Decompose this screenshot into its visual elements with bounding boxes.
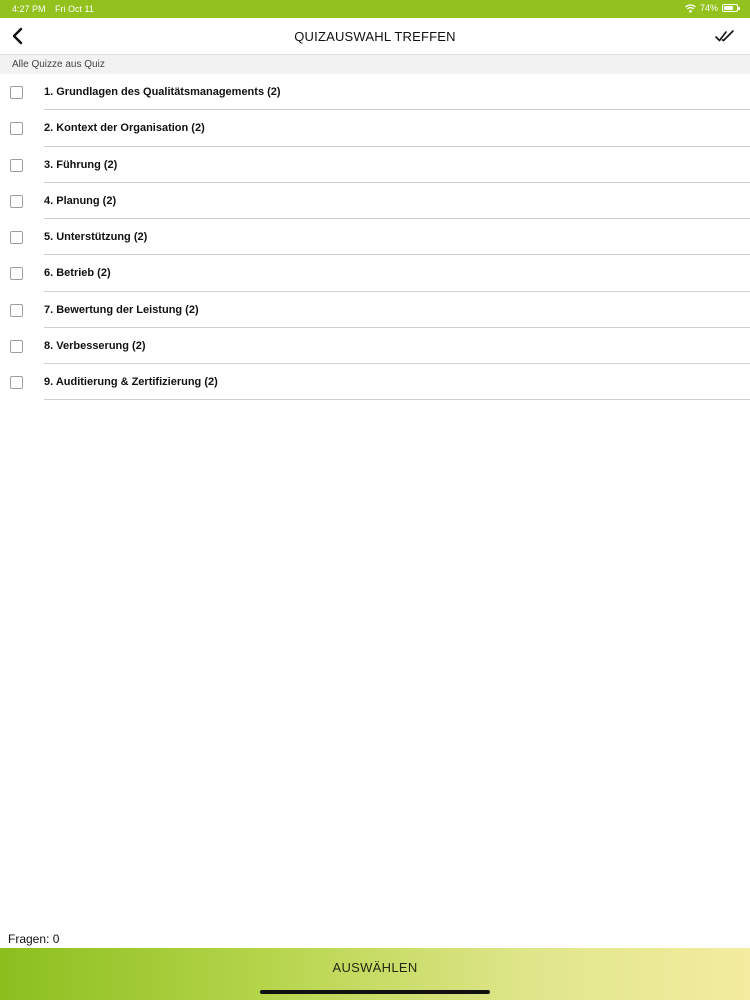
quiz-list-item[interactable] [0, 74, 750, 110]
quiz-list-item[interactable] [0, 292, 750, 328]
quiz-list-item[interactable] [0, 364, 750, 400]
quiz-label: 5. Unterstützung (2) [44, 231, 148, 243]
chevron-left-icon [11, 27, 25, 45]
quiz-checkbox[interactable] [10, 231, 23, 244]
quiz-checkbox[interactable] [10, 376, 23, 389]
row-divider [44, 399, 750, 400]
battery-cap [738, 7, 740, 10]
status-bar [0, 0, 750, 18]
select-button-label: AUSWÄHLEN [332, 960, 418, 975]
navigation-bar [0, 18, 750, 55]
quiz-label: 1. Grundlagen des Qualitätsmanagements (2) [44, 86, 281, 98]
question-count: Fragen: 0 [8, 932, 60, 946]
quiz-checkbox[interactable] [10, 267, 23, 280]
back-button[interactable] [4, 22, 32, 50]
battery-fill [724, 6, 733, 10]
section-header-label: Alle Quizze aus Quiz [12, 59, 105, 70]
battery-percent: 74% [699, 3, 718, 13]
select-all-button[interactable] [710, 22, 740, 50]
quiz-label: 9. Auditierung & Zertifizierung (2) [44, 376, 218, 388]
quiz-list [0, 74, 750, 400]
quiz-list-item[interactable] [0, 328, 750, 364]
page-title: QUIZAUSWAHL TREFFEN [294, 29, 456, 44]
status-indicators [685, 3, 738, 13]
quiz-label: 2. Kontext der Organisation (2) [44, 122, 205, 135]
quiz-list-item[interactable] [0, 110, 750, 146]
quiz-checkbox[interactable] [10, 122, 23, 135]
home-indicator [260, 990, 490, 994]
quiz-list-item[interactable] [0, 255, 750, 291]
quiz-label: 4. Planung (2) [44, 194, 117, 207]
section-header [0, 55, 750, 74]
quiz-label: 6. Betrieb (2) [44, 267, 111, 280]
double-check-icon [715, 29, 735, 43]
quiz-list-item[interactable] [0, 183, 750, 219]
quiz-checkbox[interactable] [10, 304, 23, 317]
status-time: 4:27 PM [12, 4, 46, 14]
quiz-label: 7. Bewertung der Leistung (2) [44, 303, 199, 316]
quiz-label: 8. Verbesserung (2) [44, 339, 146, 352]
quiz-checkbox[interactable] [10, 159, 23, 172]
quiz-list-item[interactable] [0, 219, 750, 255]
quiz-list-item[interactable] [0, 147, 750, 183]
quiz-label: 3. Führung (2) [44, 158, 118, 171]
quiz-checkbox[interactable] [10, 195, 23, 208]
quiz-checkbox[interactable] [10, 340, 23, 353]
status-date: Fri Oct 11 [55, 4, 94, 14]
battery-icon [722, 4, 738, 12]
wifi-icon [685, 4, 696, 13]
quiz-checkbox[interactable] [10, 86, 23, 99]
